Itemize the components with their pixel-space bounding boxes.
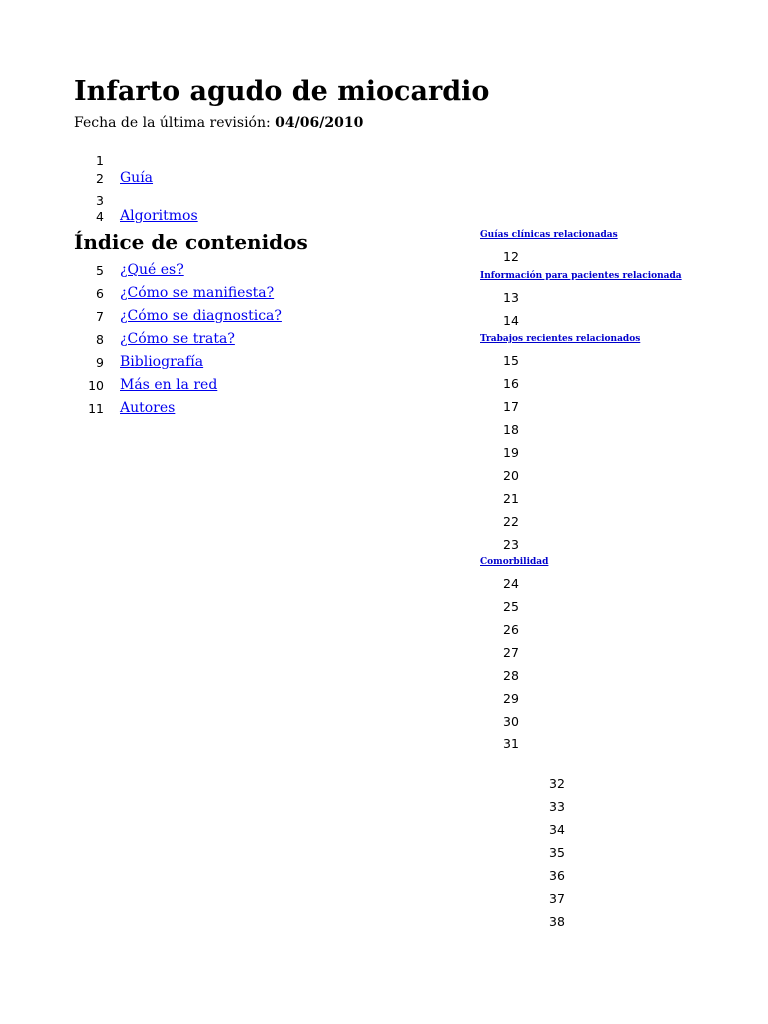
- sidebar-number: 30: [503, 714, 519, 729]
- trailing-number: 32: [549, 776, 565, 791]
- toc-link-como-se-trata[interactable]: ¿Cómo se trata?: [120, 331, 235, 347]
- trailing-number: 36: [549, 868, 565, 883]
- list-number: 1: [96, 153, 104, 168]
- list-number: 4: [96, 209, 104, 224]
- trailing-number: 38: [549, 914, 565, 929]
- sidebar-number: 24: [503, 576, 519, 591]
- toc-link-que-es[interactable]: ¿Qué es?: [120, 262, 184, 278]
- algorithms-link[interactable]: Algoritmos: [120, 208, 198, 224]
- trailing-number: 33: [549, 799, 565, 814]
- recent-related-works-link[interactable]: Trabajos recientes relacionados: [480, 334, 641, 344]
- toc-number: 9: [96, 355, 104, 370]
- toc-link-autores[interactable]: Autores: [120, 400, 176, 416]
- revision-date: 04/06/2010: [275, 115, 364, 131]
- toc-link-como-se-manifiesta[interactable]: ¿Cómo se manifiesta?: [120, 285, 275, 301]
- toc-link-mas-en-la-red[interactable]: Más en la red: [120, 377, 218, 393]
- sidebar-number: 12: [503, 249, 519, 264]
- trailing-number: 37: [549, 891, 565, 906]
- sidebar-number: 28: [503, 668, 519, 683]
- guide-link[interactable]: Guía: [120, 170, 154, 186]
- sidebar-number: 14: [503, 313, 519, 328]
- toc-heading: Índice de contenidos: [74, 230, 308, 254]
- list-number: 2: [96, 171, 104, 186]
- toc-link-como-se-diagnostica[interactable]: ¿Cómo se diagnostica?: [120, 308, 282, 324]
- sidebar-number: 21: [503, 491, 519, 506]
- revision-line: [74, 114, 363, 132]
- sidebar-number: 13: [503, 290, 519, 305]
- related-clinical-guides-link[interactable]: Guías clínicas relacionadas: [480, 230, 618, 240]
- sidebar-number: 18: [503, 422, 519, 437]
- related-patient-info-link[interactable]: Información para pacientes relacionada: [480, 271, 682, 281]
- toc-number: 8: [96, 332, 104, 347]
- sidebar-number: 23: [503, 537, 519, 552]
- toc-link-bibliografia[interactable]: Bibliografía: [120, 354, 204, 370]
- toc-number: 11: [88, 401, 104, 416]
- toc-number: 10: [88, 378, 104, 393]
- page-title: Infarto agudo de miocardio: [74, 76, 490, 107]
- sidebar-number: 27: [503, 645, 519, 660]
- trailing-number: 35: [549, 845, 565, 860]
- sidebar-number: 17: [503, 399, 519, 414]
- trailing-number: 34: [549, 822, 565, 837]
- revision-label: Fecha de la última revisión:: [74, 115, 271, 131]
- list-number: 3: [96, 193, 104, 208]
- sidebar-number: 19: [503, 445, 519, 460]
- sidebar-number: 31: [503, 736, 519, 751]
- sidebar-number: 16: [503, 376, 519, 391]
- toc-number: 6: [96, 286, 104, 301]
- comorbidity-link[interactable]: Comorbilidad: [480, 557, 549, 567]
- sidebar-number: 29: [503, 691, 519, 706]
- sidebar-number: 15: [503, 353, 519, 368]
- sidebar-number: 26: [503, 622, 519, 637]
- toc-number: 5: [96, 263, 104, 278]
- sidebar-number: 25: [503, 599, 519, 614]
- toc-number: 7: [96, 309, 104, 324]
- sidebar-number: 22: [503, 514, 519, 529]
- sidebar-number: 20: [503, 468, 519, 483]
